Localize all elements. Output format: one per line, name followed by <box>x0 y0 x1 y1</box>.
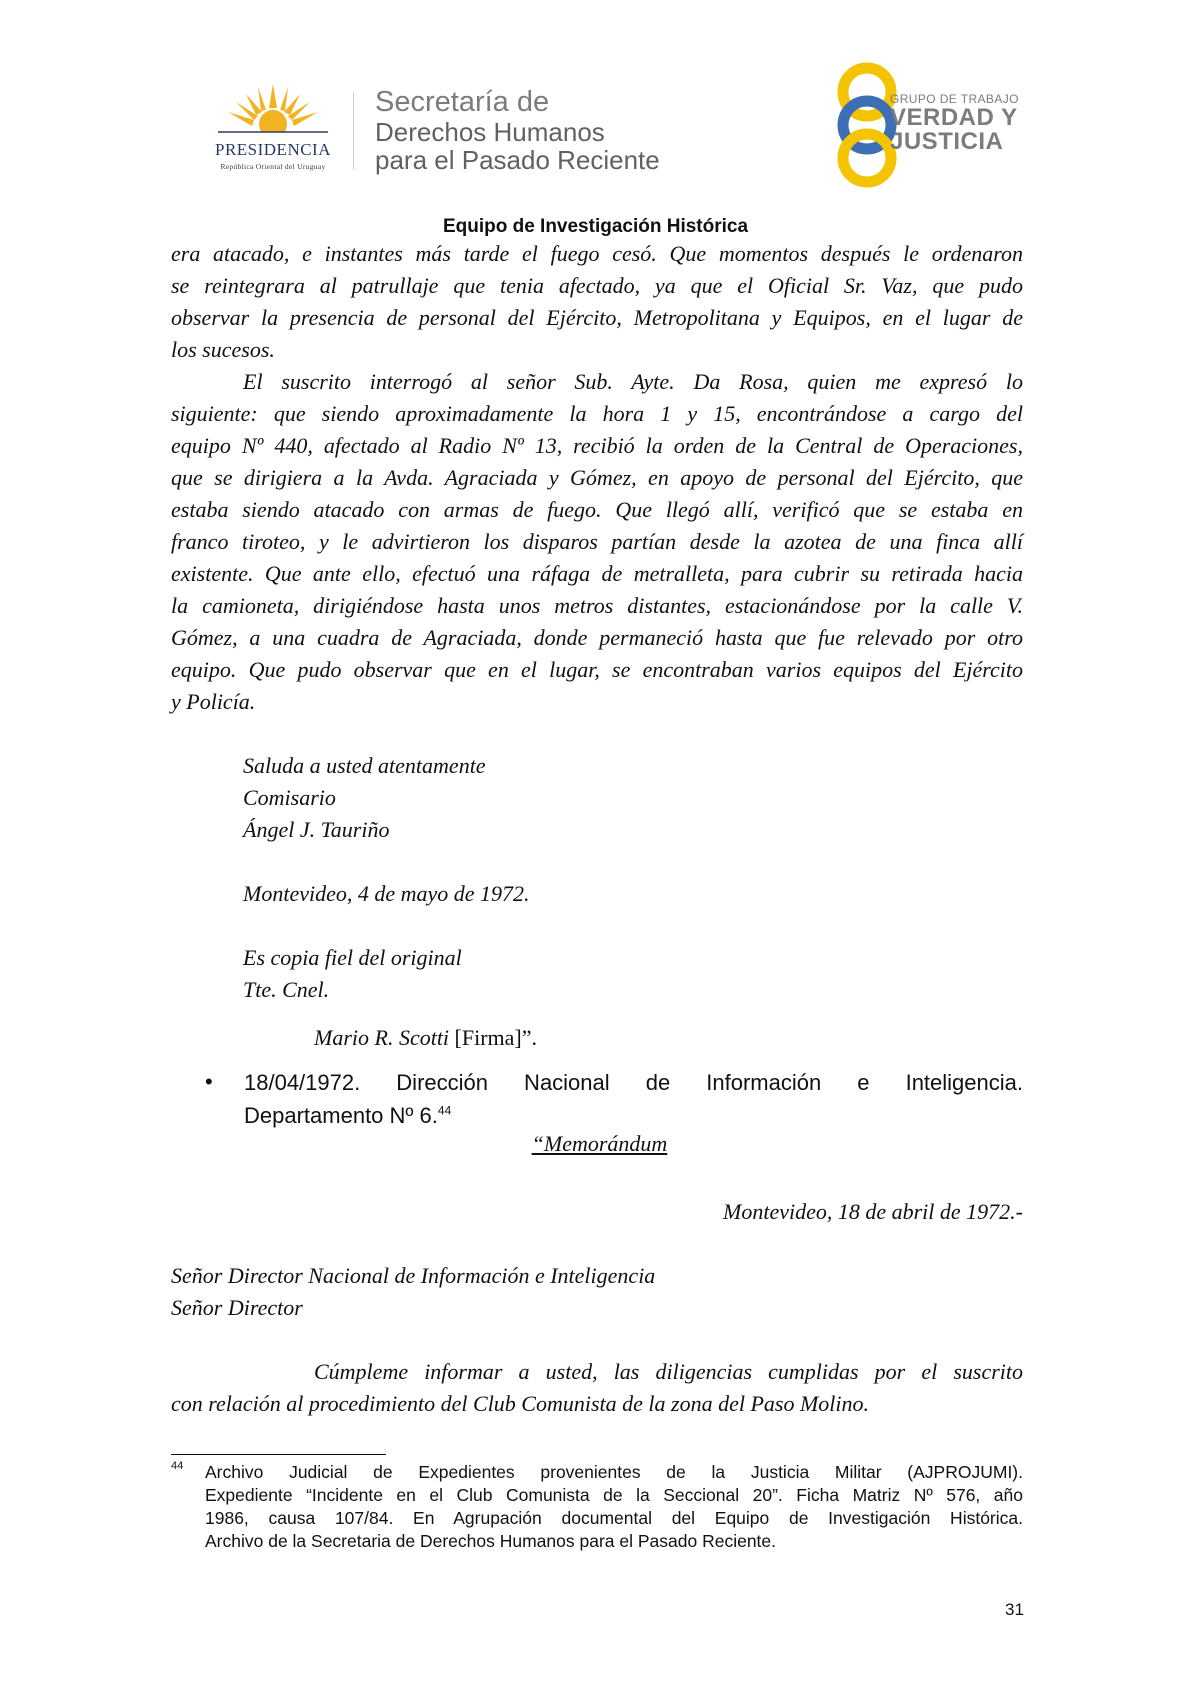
memo-addressee: Señor Director Nacional de Información e Inteligencia <box>171 1263 656 1288</box>
footnote-line: Archivo de la Secretaria de Derechos Humanos para el Pasado Reciente. <box>205 1531 777 1551</box>
secretaria-logo-text <box>375 86 715 174</box>
signer-rank: Comisario <box>243 785 336 810</box>
letter-date: Montevideo, 4 de mayo de 1972. <box>243 881 530 906</box>
logo-divider <box>353 92 354 170</box>
text-line: equipo. Que pudo observar que en el lugar, se encontraban varios equipos del Ejército <box>171 657 1023 682</box>
text-line: era atacado, e instantes más tarde el fuego cesó. Que momentos después le ordenaron <box>171 241 1023 266</box>
presidencia-subtitle: República Oriental del Uruguay <box>220 162 326 171</box>
text-line: se reintegrara al patrullaje que tenia afectado, ya que el Oficial Sr. Vaz, que pudo <box>171 273 1023 298</box>
text-line: Gómez, a una cuadra de Agraciada, donde permaneció hasta que fue relevado por otro <box>171 625 1023 650</box>
memo-greeting: Señor Director <box>171 1295 303 1320</box>
page-number: 31 <box>1005 1600 1024 1619</box>
text-line: la camioneta, dirigiéndose hasta unos metros distantes, estacionándose por la calle V. <box>171 593 1023 618</box>
footnote-separator <box>171 1454 386 1455</box>
presidencia-name: PRESIDENCIA <box>214 140 331 159</box>
text-line: con relación al procedimiento del Club Comunista de la zona del Paso Molino. <box>171 1391 870 1416</box>
gtvj-line-2: VERDAD Y <box>890 104 1018 131</box>
secretaria-line-1: Secretaría de <box>375 86 550 118</box>
text-line: observar la presencia de personal del Ejército, Metropolitana y Equipos, en el lugar de <box>171 305 1023 330</box>
memo-date: Montevideo, 18 de abril de 1972.- <box>723 1199 1023 1224</box>
copy-rank: Tte. Cnel. <box>243 977 330 1002</box>
text-line: existente. Que ante ello, efectuó una ráfaga de metralleta, para cubrir su retirada hacia <box>171 561 1023 586</box>
footnote-line: Expediente “Incidente en el Club Comunista de la Seccional 20”. Ficha Matriz Nº 576, año <box>205 1485 1023 1505</box>
salutation: Saluda a usted atentamente <box>243 753 486 778</box>
bullet-text <box>244 1066 1023 1132</box>
secretaria-line-2: Derechos Humanos <box>375 117 605 147</box>
text-line: franco tiroteo, y le advirtieron los disparos partían desde la azotea de una finca allí <box>171 529 1023 554</box>
footnote-line: 1986, causa 107/84. En Agrupación documental del Equipo de Investigación Histórica. <box>205 1508 1023 1528</box>
presidencia-logo <box>198 82 348 182</box>
footnote-line: Archivo Judicial de Expedientes provenientes de la Justicia Militar (AJPROJUMI). <box>205 1462 1023 1482</box>
sun-icon <box>198 82 348 142</box>
verdad-justicia-text <box>890 92 1070 154</box>
gtvj-line-3: JUSTICIA <box>890 128 1004 155</box>
bullet-line-2: Departamento Nº 6. <box>244 1103 438 1128</box>
copy-note: Es copia fiel del original <box>243 945 462 970</box>
text-line: Cúmpleme informar a usted, las diligencias cumplidas por el suscrito <box>314 1359 1023 1384</box>
copy-signer-name: Mario R. Scotti <box>314 1025 450 1050</box>
bullet-marker: • <box>205 1069 213 1094</box>
text-line: que se dirigiera a la Avda. Agraciada y Gómez, en apoyo de personal del Ejército, que <box>171 465 1023 490</box>
paragraph-2 <box>171 366 1023 718</box>
text-line: equipo Nº 440, afectado al Radio Nº 13, recibió la orden de la Central de Operaciones, <box>171 433 1023 458</box>
memo-body <box>171 1356 1023 1420</box>
text-line: los sucesos. <box>171 337 275 362</box>
footnote-number: 44 <box>171 1460 184 1472</box>
paragraph-1 <box>171 238 1023 366</box>
footnote-reference[interactable]: 44 <box>437 1103 452 1118</box>
signature-mark: [Firma]”. <box>454 1025 538 1050</box>
secretaria-line-3: para el Pasado Reciente <box>375 145 660 175</box>
signer-name: Ángel J. Tauriño <box>243 817 390 842</box>
text-line: y Policía. <box>171 689 256 714</box>
memo-heading <box>0 1131 1191 1157</box>
text-line: El suscrito interrogó al señor Sub. Ayte. Da Rosa, quien me expresó lo <box>243 369 1023 394</box>
footnote-text <box>205 1461 1023 1553</box>
bullet-line-1: 18/04/1972. Dirección Nacional de Información e Inteligencia. <box>244 1070 1023 1095</box>
text-line: siguiente: que siendo aproximadamente la hora 1 y 15, encontrándose a cargo del <box>171 401 1023 426</box>
gtvj-line-1: GRUPO DE TRABAJO <box>890 92 1019 106</box>
text-line: estaba siendo atacado con armas de fuego. Que llegó allí, verificó que se estaba en <box>171 497 1023 522</box>
team-title: Equipo de Investigación Histórica <box>442 216 749 237</box>
copy-signature <box>314 1022 537 1054</box>
memo-title: “Memorándum <box>531 1131 668 1156</box>
